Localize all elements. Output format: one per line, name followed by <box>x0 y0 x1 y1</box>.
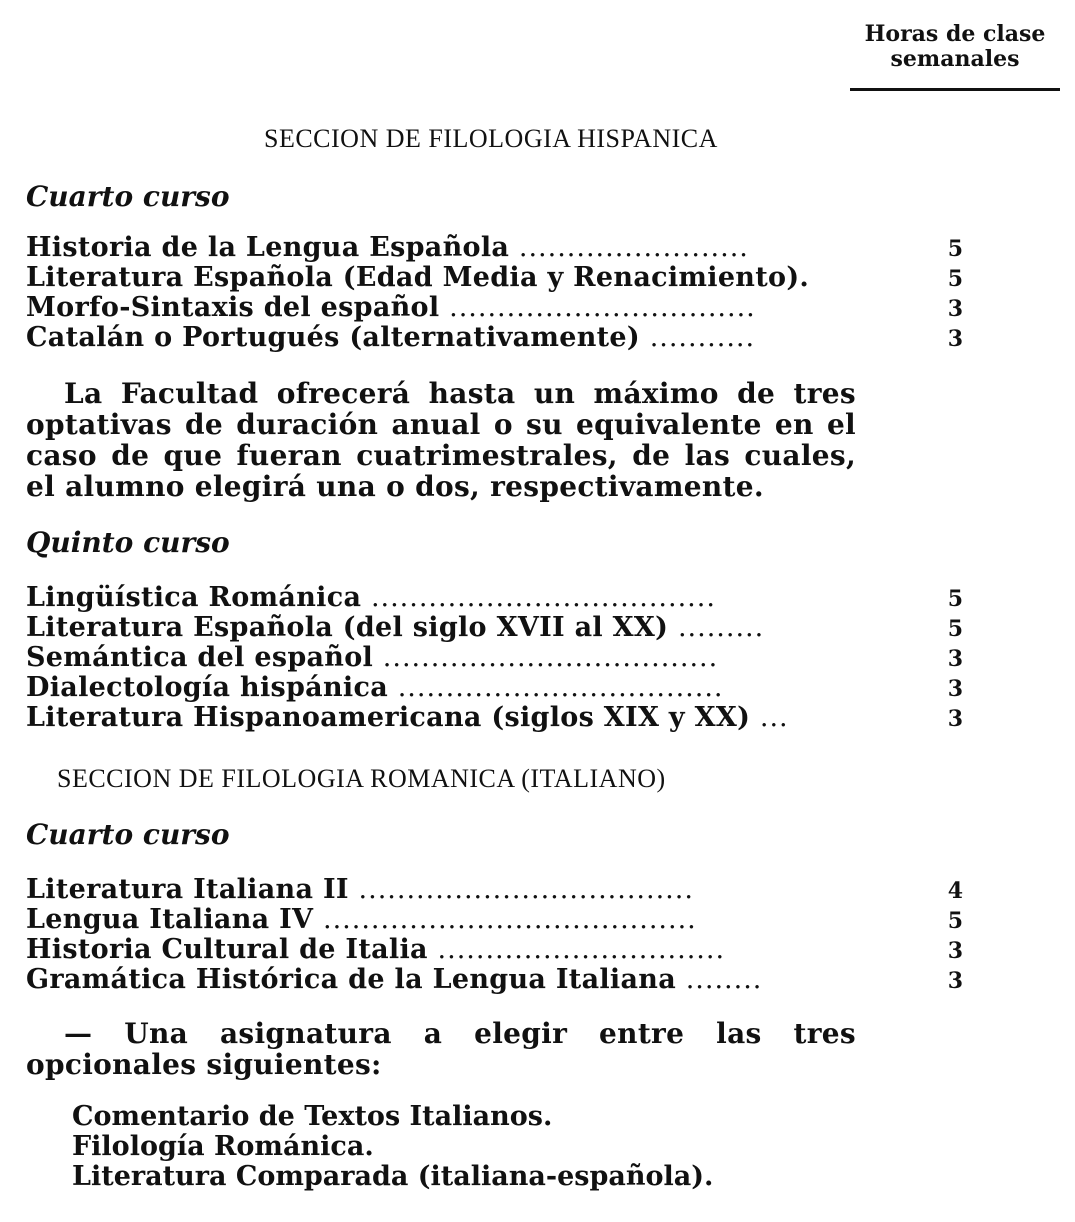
subject-name: Historia Cultural de Italia <box>26 934 438 965</box>
hours-column-header <box>850 22 1060 72</box>
leader-dots: .................................... <box>370 582 716 613</box>
subject-row <box>26 582 971 612</box>
leader-dots: ........................ <box>518 232 749 263</box>
leader-dots: ................................... <box>382 642 719 673</box>
course-title-romanica-cuarto: Cuarto curso <box>26 818 230 851</box>
subject-row <box>26 934 971 964</box>
course-title-hispanica-cuarto: Cuarto curso <box>26 180 230 213</box>
note-text: La Facultad ofrecerá hasta un máximo de tres optativas de duración anual o su equivalente en el caso de que fueran cuatrimestrales, de las cuales, el alumno elegirá una o dos, respectivamente. <box>26 377 856 503</box>
subject-name: Morfo-Sintaxis del español <box>26 292 450 323</box>
subject-name: Lingüística Románica <box>26 582 371 613</box>
hours-header-line1: Horas de clase <box>864 21 1046 47</box>
subject-list-hispanica-cuarto <box>26 232 971 352</box>
leader-dots: ........ <box>685 964 763 995</box>
subject-hours: 5 <box>947 616 963 642</box>
subject-row <box>26 612 971 642</box>
subject-name: Catalán o Portugués (alternativamente) <box>26 322 650 353</box>
subject-row <box>26 292 971 322</box>
subject-name: Historia de la Lengua Española <box>26 232 519 263</box>
subject-name: Literatura Italiana II <box>26 874 359 905</box>
leader-dots: ................................ <box>449 292 756 323</box>
subject-list-romanica-cuarto <box>26 874 971 994</box>
subject-hours: 3 <box>947 326 963 352</box>
leader-dots: ....................................... <box>323 904 697 935</box>
subject-row <box>26 964 971 994</box>
subject-hours: 5 <box>947 266 963 292</box>
subject-row <box>26 642 971 672</box>
leader-dots: ... <box>759 702 789 733</box>
subject-row <box>26 672 971 702</box>
leader-dots: .............................. <box>437 934 726 965</box>
subject-name: Literatura Hispanoamericana (siglos XIX y XX) <box>26 702 760 733</box>
subject-hours: 3 <box>947 646 963 672</box>
subject-name: Dialectología hispánica <box>26 672 398 703</box>
section-title-romanica: SECCION DE FILOLOGIA ROMANICA (ITALIANO) <box>57 764 666 793</box>
subject-row <box>26 322 971 352</box>
subject-hours: 5 <box>947 236 963 262</box>
subject-name: Literatura Española (Edad Media y Renacimiento). <box>26 262 810 293</box>
subject-row <box>26 702 971 732</box>
optional-subject-list <box>72 1102 713 1192</box>
hours-header-line2: semanales <box>890 46 1020 72</box>
subject-name: Gramática Histórica de la Lengua Italiana <box>26 964 686 995</box>
leader-dots: ........... <box>649 322 756 353</box>
subject-hours: 5 <box>947 586 963 612</box>
subject-hours: 3 <box>947 296 963 322</box>
leader-dots: ................................... <box>358 874 694 905</box>
subject-name: Semántica del español <box>26 642 383 673</box>
subject-hours: 3 <box>947 938 963 964</box>
note-text: — Una asignatura a elegir entre las tres opcionales siguientes: <box>26 1017 856 1081</box>
note-paragraph-romanica <box>26 1018 856 1080</box>
leader-dots: .................................. <box>397 672 724 703</box>
optional-subject: Literatura Comparada (italiana-española). <box>72 1161 714 1192</box>
header-rule <box>850 88 1060 91</box>
subject-hours: 4 <box>947 878 963 904</box>
subject-row <box>26 874 971 904</box>
note-paragraph-hispanica <box>26 378 856 502</box>
subject-hours: 3 <box>947 968 963 994</box>
subject-hours: 3 <box>947 676 963 702</box>
subject-row <box>26 904 971 934</box>
subject-row <box>26 262 971 292</box>
subject-name: Literatura Española (del siglo XVII al XX) <box>26 612 678 643</box>
optional-subject: Comentario de Textos Italianos. <box>72 1101 553 1132</box>
subject-row <box>26 232 971 262</box>
subject-hours: 5 <box>947 908 963 934</box>
section-title-hispanica: SECCION DE FILOLOGIA HISPANICA <box>264 124 718 153</box>
subject-list-hispanica-quinto <box>26 582 971 732</box>
subject-name: Lengua Italiana IV <box>26 904 324 935</box>
optional-subject: Filología Románica. <box>72 1131 374 1162</box>
subject-hours: 3 <box>947 706 963 732</box>
course-title-hispanica-quinto: Quinto curso <box>26 526 230 559</box>
leader-dots: ......... <box>677 612 765 643</box>
